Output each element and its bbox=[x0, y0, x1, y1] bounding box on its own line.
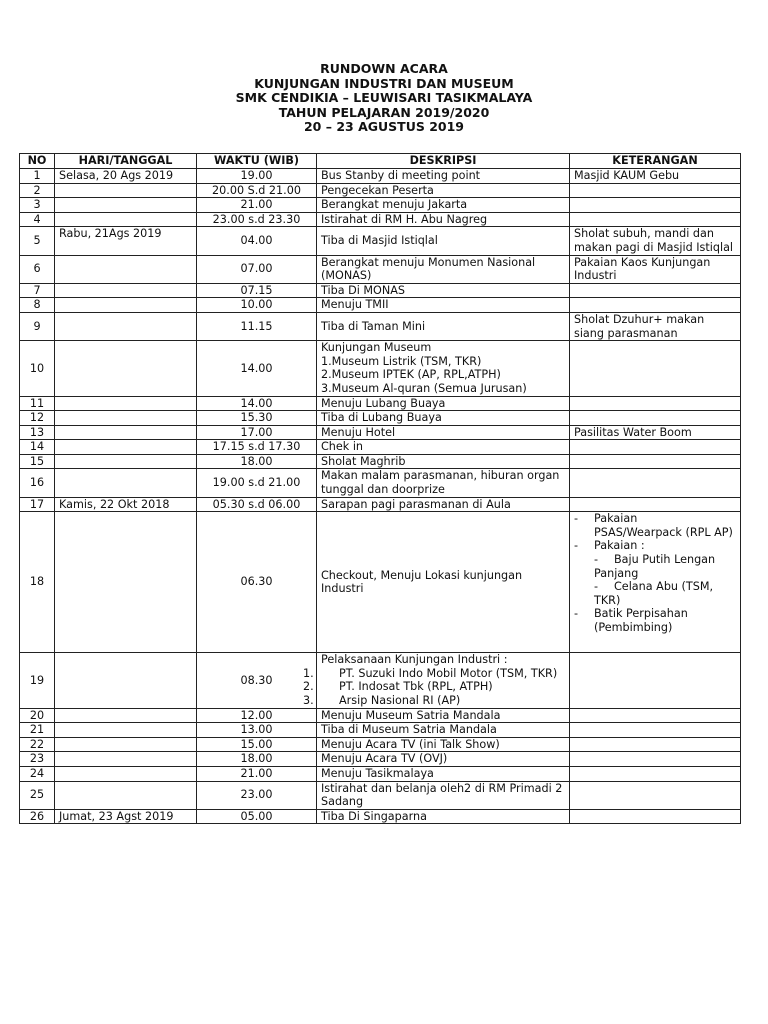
row-desc: Berangkat menuju Jakarta bbox=[317, 198, 570, 213]
row-time: 18.00 bbox=[197, 752, 317, 767]
row-day bbox=[55, 212, 197, 227]
row-desc: Menuju Lubang Buaya bbox=[317, 396, 570, 411]
list-item: - Baju Putih Lengan Panjang bbox=[594, 553, 716, 580]
row-note: Sholat Dzuhur+ makan siang parasmanan bbox=[570, 312, 741, 340]
row-no: 13 bbox=[20, 425, 55, 440]
row-time: 06.30 bbox=[197, 512, 317, 653]
document-title bbox=[0, 62, 768, 135]
row-note bbox=[570, 454, 741, 469]
row-time: 20.00 S.d 21.00 bbox=[197, 183, 317, 198]
row-note bbox=[570, 283, 741, 298]
row-desc: Menuju Acara TV (ini Talk Show) bbox=[317, 737, 570, 752]
list-item: 3. Arsip Nasional RI (AP) bbox=[303, 694, 461, 708]
row-day: Kamis, 22 Okt 2018 bbox=[55, 497, 197, 512]
row-note: Masjid KAUM Gebu bbox=[570, 169, 741, 184]
row-note: Pakaian Kaos Kunjungan Industri bbox=[570, 255, 741, 283]
row-no: 19 bbox=[20, 653, 55, 708]
row-day bbox=[55, 183, 197, 198]
row-desc: Menuju TMII bbox=[317, 298, 570, 313]
row-time: 12.00 bbox=[197, 708, 317, 723]
row-note bbox=[570, 411, 741, 426]
row-note bbox=[570, 298, 741, 313]
row-time: 15.30 bbox=[197, 411, 317, 426]
row-no: 1 bbox=[20, 169, 55, 184]
header-desc: DESKRIPSI bbox=[317, 154, 570, 169]
row-desc: Istirahat di RM H. Abu Nagreg bbox=[317, 212, 570, 227]
row-time: 21.00 bbox=[197, 767, 317, 782]
title-line-4: TAHUN PELAJARAN 2019/2020 bbox=[278, 104, 490, 120]
list-item: - Celana Abu (TSM, TKR) bbox=[594, 580, 714, 607]
row-no: 11 bbox=[20, 396, 55, 411]
row-day bbox=[55, 737, 197, 752]
row-no: 23 bbox=[20, 752, 55, 767]
row-time: 18.00 bbox=[197, 454, 317, 469]
row-note bbox=[570, 341, 741, 396]
row-note: Sholat subuh, mandi dan makan pagi di Masjid Istiqlal bbox=[570, 227, 741, 255]
row-note bbox=[570, 469, 741, 497]
table-row bbox=[20, 183, 741, 198]
row-time: 21.00 bbox=[197, 198, 317, 213]
desc-title: Kunjungan Museum bbox=[321, 341, 432, 355]
row-no: 21 bbox=[20, 723, 55, 738]
row-note bbox=[570, 708, 741, 723]
row-day bbox=[55, 767, 197, 782]
row-time: 04.00 bbox=[197, 227, 317, 255]
row-day bbox=[55, 396, 197, 411]
table-row bbox=[20, 809, 741, 824]
table-row bbox=[20, 497, 741, 512]
row-note bbox=[570, 512, 741, 653]
row-time: 08.30 bbox=[197, 653, 317, 708]
table-row bbox=[20, 752, 741, 767]
row-note bbox=[570, 183, 741, 198]
row-time: 11.15 bbox=[197, 312, 317, 340]
row-day bbox=[55, 469, 197, 497]
row-no: 26 bbox=[20, 809, 55, 824]
row-time: 19.00 s.d 21.00 bbox=[197, 469, 317, 497]
header-no: NO bbox=[20, 154, 55, 169]
table-header-row bbox=[20, 154, 741, 169]
list-item: 1.Museum Listrik (TSM, TKR) bbox=[321, 354, 482, 368]
row-no: 3 bbox=[20, 198, 55, 213]
table-row bbox=[20, 298, 741, 313]
row-day bbox=[55, 752, 197, 767]
row-day: Jumat, 23 Agst 2019 bbox=[55, 809, 197, 824]
title-line-3: SMK CENDIKIA – LEUWISARI TASIKMALAYA bbox=[235, 90, 533, 106]
row-day bbox=[55, 723, 197, 738]
row-day bbox=[55, 341, 197, 396]
list-item: (Pembimbing) bbox=[594, 621, 673, 634]
table-row bbox=[20, 767, 741, 782]
row-no: 14 bbox=[20, 440, 55, 455]
row-no: 15 bbox=[20, 454, 55, 469]
list-item: 3.Museum Al-quran (Semua Jurusan) bbox=[321, 381, 527, 395]
row-note bbox=[570, 781, 741, 809]
row-time: 13.00 bbox=[197, 723, 317, 738]
row-day bbox=[55, 255, 197, 283]
row-desc bbox=[317, 341, 570, 396]
row-desc: Menuju Hotel bbox=[317, 425, 570, 440]
row-no: 7 bbox=[20, 283, 55, 298]
row-no: 12 bbox=[20, 411, 55, 426]
row-no: 22 bbox=[20, 737, 55, 752]
row-no: 20 bbox=[20, 708, 55, 723]
row-no: 18 bbox=[20, 512, 55, 653]
row-desc: Chek in bbox=[317, 440, 570, 455]
row-desc: Pengecekan Peserta bbox=[317, 183, 570, 198]
row-time: 23.00 s.d 23.30 bbox=[197, 212, 317, 227]
row-desc: Tiba Di MONAS bbox=[317, 283, 570, 298]
table-row bbox=[20, 198, 741, 213]
row-time: 07.00 bbox=[197, 255, 317, 283]
row-day bbox=[55, 512, 197, 653]
row-day bbox=[55, 283, 197, 298]
row-time: 05.30 s.d 06.00 bbox=[197, 497, 317, 512]
row-day bbox=[55, 708, 197, 723]
row-desc: Menuju Museum Satria Mandala bbox=[317, 708, 570, 723]
row-time: 19.00 bbox=[197, 169, 317, 184]
table-row bbox=[20, 425, 741, 440]
list-item: - Pakaian bbox=[574, 512, 638, 526]
list-item: 2. PT. Indosat Tbk (RPL, ATPH) bbox=[303, 680, 493, 694]
table-row bbox=[20, 469, 741, 497]
row-note bbox=[570, 737, 741, 752]
row-note bbox=[570, 767, 741, 782]
row-note bbox=[570, 723, 741, 738]
title-line-1: RUNDOWN ACARA bbox=[320, 61, 448, 76]
row-no: 6 bbox=[20, 255, 55, 283]
row-no: 16 bbox=[20, 469, 55, 497]
row-desc: Berangkat menuju Monumen Nasional (MONAS) bbox=[317, 255, 570, 283]
row-day bbox=[55, 425, 197, 440]
table-row bbox=[20, 255, 741, 283]
row-day bbox=[55, 411, 197, 426]
table-row bbox=[20, 341, 741, 396]
row-time: 23.00 bbox=[197, 781, 317, 809]
title-line-2: KUNJUNGAN INDUSTRI DAN MUSEUM bbox=[254, 75, 514, 91]
row-no: 5 bbox=[20, 227, 55, 255]
row-day bbox=[55, 298, 197, 313]
row-note bbox=[570, 212, 741, 227]
row-desc: Sholat Maghrib bbox=[317, 454, 570, 469]
row-time: 14.00 bbox=[197, 396, 317, 411]
row-note bbox=[570, 752, 741, 767]
row-desc: Sarapan pagi parasmanan di Aula bbox=[317, 497, 570, 512]
row-no: 8 bbox=[20, 298, 55, 313]
row-note bbox=[570, 653, 741, 708]
row-desc: Tiba Di Singaparna bbox=[317, 809, 570, 824]
row-day bbox=[55, 781, 197, 809]
table-row bbox=[20, 723, 741, 738]
table-row bbox=[20, 440, 741, 455]
row-time: 07.15 bbox=[197, 283, 317, 298]
table-row bbox=[20, 283, 741, 298]
table-row bbox=[20, 781, 741, 809]
row-time: 10.00 bbox=[197, 298, 317, 313]
row-no: 4 bbox=[20, 212, 55, 227]
table-row bbox=[20, 454, 741, 469]
header-time: WAKTU (WIB) bbox=[197, 154, 317, 169]
row-day bbox=[55, 198, 197, 213]
row-time: 17.15 s.d 17.30 bbox=[197, 440, 317, 455]
row-desc: Istirahat dan belanja oleh2 di RM Primadi 2 Sadang bbox=[317, 781, 570, 809]
table-row bbox=[20, 227, 741, 255]
row-desc: Tiba di Taman Mini bbox=[317, 312, 570, 340]
table-row bbox=[20, 396, 741, 411]
row-desc: Tiba di Masjid Istiqlal bbox=[317, 227, 570, 255]
table-row bbox=[20, 411, 741, 426]
title-line-5: 20 – 23 AGUSTUS 2019 bbox=[303, 119, 464, 135]
row-no: 17 bbox=[20, 497, 55, 512]
table-row bbox=[20, 212, 741, 227]
header-day: HARI/TANGGAL bbox=[55, 154, 197, 169]
row-time: 14.00 bbox=[197, 341, 317, 396]
header-note: KETERANGAN bbox=[570, 154, 741, 169]
row-desc: Bus Stanby di meeting point bbox=[317, 169, 570, 184]
row-no: 25 bbox=[20, 781, 55, 809]
desc-title: Pelaksanaan Kunjungan Industri : bbox=[321, 653, 508, 667]
row-desc: Menuju Tasikmalaya bbox=[317, 767, 570, 782]
row-day bbox=[55, 440, 197, 455]
row-desc: Checkout, Menuju Lokasi kunjungan Industri bbox=[317, 512, 570, 653]
table-row bbox=[20, 708, 741, 723]
row-note bbox=[570, 809, 741, 824]
row-note bbox=[570, 497, 741, 512]
row-time: 17.00 bbox=[197, 425, 317, 440]
table-row bbox=[20, 312, 741, 340]
row-day: Rabu, 21Ags 2019 bbox=[55, 227, 197, 255]
list-item: - Batik Perpisahan bbox=[574, 607, 688, 621]
table-row bbox=[20, 653, 741, 708]
row-desc: Tiba di Museum Satria Mandala bbox=[317, 723, 570, 738]
row-day bbox=[55, 653, 197, 708]
row-time: 05.00 bbox=[197, 809, 317, 824]
row-note bbox=[570, 198, 741, 213]
list-item: PSAS/Wearpack (RPL AP) bbox=[594, 525, 733, 539]
row-desc: Menuju Acara TV (OVJ) bbox=[317, 752, 570, 767]
list-item: 1. PT. Suzuki Indo Mobil Motor (TSM, TKR) bbox=[303, 666, 558, 680]
table-row bbox=[20, 512, 741, 653]
row-time: 15.00 bbox=[197, 737, 317, 752]
row-note bbox=[570, 396, 741, 411]
list-item: 2.Museum IPTEK (AP, RPL,ATPH) bbox=[321, 368, 501, 382]
row-desc: Makan malam parasmanan, hiburan organ tunggal dan doorprize bbox=[317, 469, 570, 497]
row-no: 24 bbox=[20, 767, 55, 782]
row-no: 9 bbox=[20, 312, 55, 340]
row-day bbox=[55, 312, 197, 340]
row-day bbox=[55, 454, 197, 469]
list-item: - Pakaian : bbox=[574, 539, 645, 553]
row-desc: Tiba di Lubang Buaya bbox=[317, 411, 570, 426]
row-no: 10 bbox=[20, 341, 55, 396]
rundown-table bbox=[19, 153, 741, 824]
row-no: 2 bbox=[20, 183, 55, 198]
row-day: Selasa, 20 Ags 2019 bbox=[55, 169, 197, 184]
row-desc bbox=[303, 653, 570, 708]
table-row bbox=[20, 737, 741, 752]
table-row bbox=[20, 169, 741, 184]
row-note bbox=[570, 440, 741, 455]
row-note: Pasilitas Water Boom bbox=[570, 425, 741, 440]
